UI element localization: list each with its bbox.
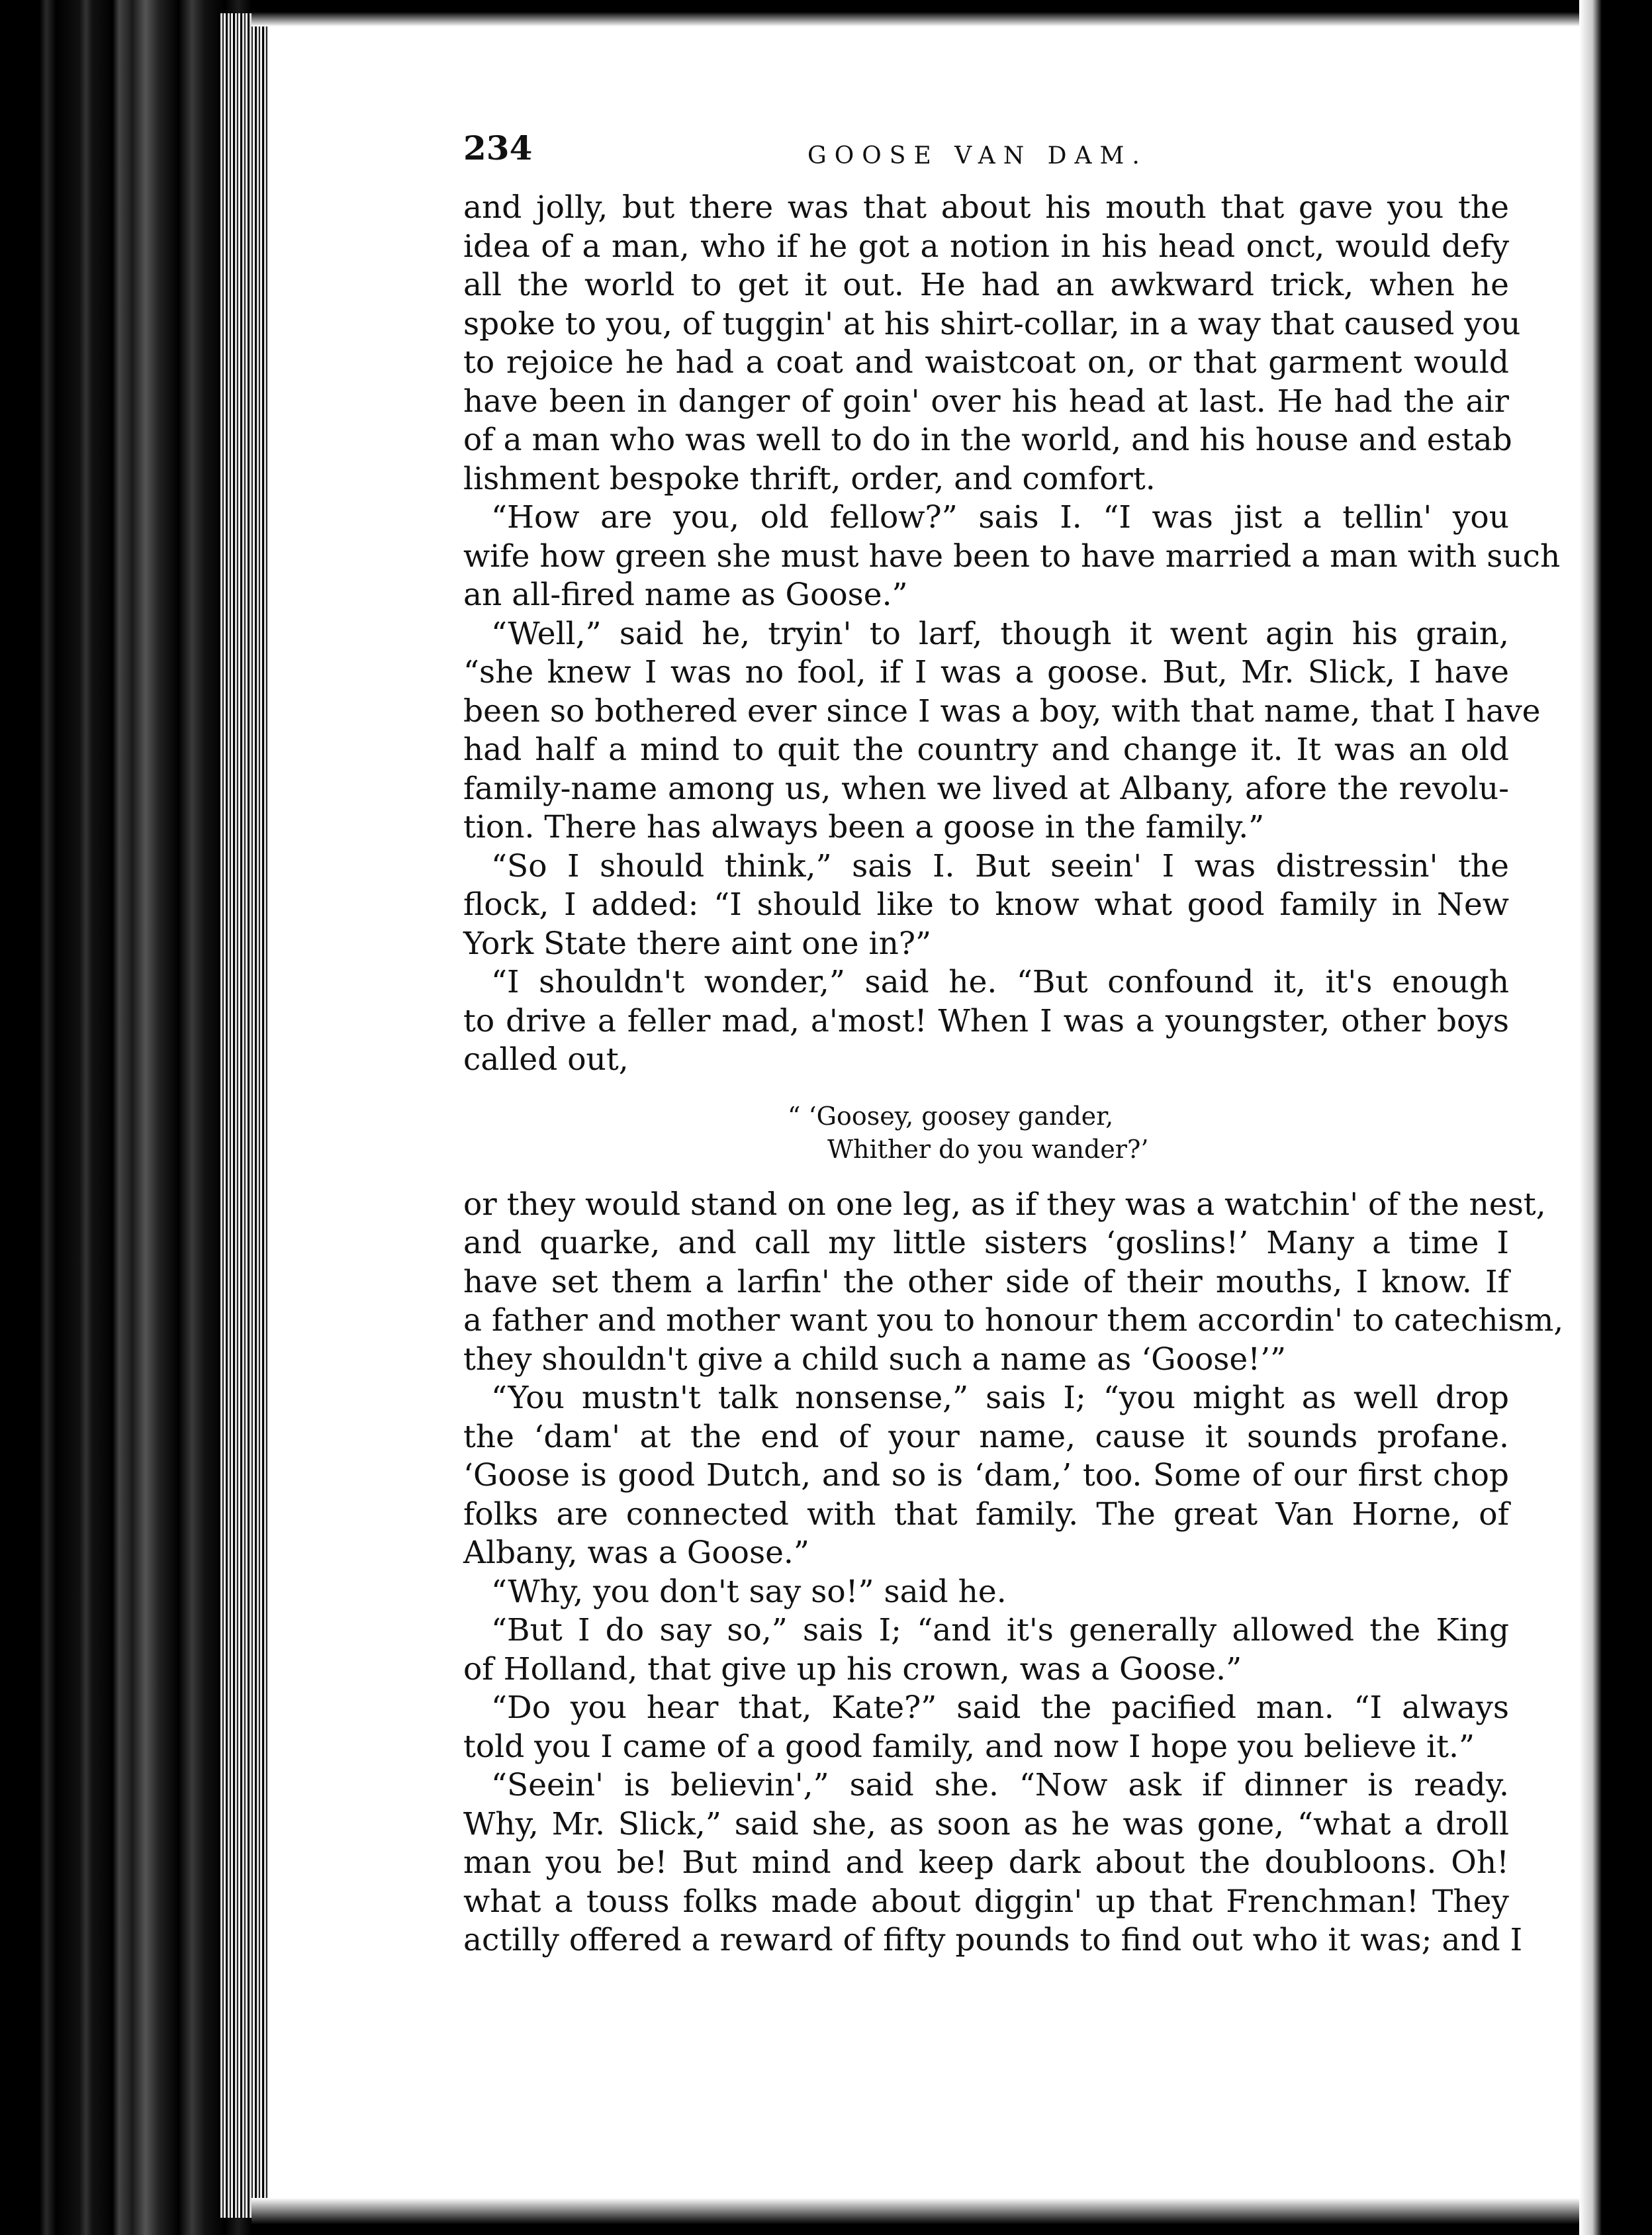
text-line: have set them a larfin' the other side of their mouths, I know. If [463,1263,1509,1300]
text-line: idea of a man, who if he got a notion in his head onct, would defy [463,228,1509,265]
text-line: lishment bespoke thrift, order, and comfort. [463,460,1156,497]
text-line: what a touss folks made about diggin' up that Frenchman! They [463,1883,1509,1920]
text-line: they shouldn't give a child such a name as ‘Goose!’” [463,1341,1287,1378]
text-line: and quarke, and call my little sisters ‘goslins!’ Many a time I [463,1225,1509,1261]
text-line: flock, I added: “I should like to know what good family in New [463,886,1509,923]
text-line: of a man who was well to do in the world, and his house and estab [463,422,1512,458]
top-scan-shadow [252,0,1652,26]
text-line: a father and mother want you to honour them accordin' to catechism, [463,1302,1564,1339]
text-line: called out, [463,1041,629,1078]
text-line: “Seein' is believin',” said she. “Now ask if dinner is ready. [491,1767,1509,1803]
bottom-scan-shadow [252,2198,1652,2235]
text-line: spoke to you, of tuggin' at his shirt-collar, in a way that caused you [463,305,1521,342]
text-line: all the world to get it out. He had an awkward trick, when he [463,267,1509,303]
text-line: “But I do say so,” sais I; “and it's generally allowed the King [491,1612,1509,1648]
text-line: “she knew I was no fool, if I was a goose. But, Mr. Slick, I have [463,654,1509,690]
text-line: family-name among us, when we lived at Albany, afore the revolu- [463,770,1509,807]
text-block-upper [463,189,1561,1080]
text-line: “How are you, old fellow?” sais I. “I was jist a tellin' you [491,499,1509,536]
text-line: to drive a feller mad, a'most! When I was a youngster, other boys [463,1002,1509,1039]
text-line: Why, Mr. Slick,” said she, as soon as he was gone, “what a droll [463,1805,1509,1842]
text-line: Albany, was a Goose.” [463,1535,809,1571]
verse-line-1: “ ‘Goosey, goosey gander, [788,1101,1114,1131]
text-line: an all-fired name as Goose.” [463,577,908,613]
text-line: folks are connected with that family. The great Van Horne, of [463,1496,1509,1533]
text-line: “Do you hear that, Kate?” said the pacified man. “I always [491,1689,1509,1726]
text-line: actilly offered a reward of fifty pounds to find out who it was; and I [463,1922,1523,1958]
text-line: of Holland, that give up his crown, was a Goose.” [463,1650,1242,1688]
running-head: GOOSE VAN DAM. [807,142,1148,169]
text-line: and jolly, but there was that about his mouth that gave you the [463,189,1509,226]
right-scan-shadow [1579,0,1652,2235]
text-line: ‘Goose is good Dutch, and so is ‘dam,’ too. Some of our first chop [463,1457,1509,1494]
text-line: “Why, you don't say so!” said he. [491,1573,1007,1610]
text-line: had half a mind to quit the country and change it. It was an old [463,732,1509,768]
text-line: “So I should think,” sais I. But seein' I was distressin' the [491,847,1509,884]
page-header [463,129,1509,182]
page-number: 234 [463,128,533,167]
text-line: been so bothered ever since I was a boy, with that name, that I have [463,692,1541,730]
text-line: to rejoice he had a coat and waistcoat on, or that garment would [463,344,1509,381]
page-edges [218,13,268,2218]
text-line: or they would stand on one leg, as if they was a watchin' of the nest, [463,1186,1546,1223]
text-line: have been in danger of goin' over his head at last. He had the air [463,383,1509,420]
text-line: the ‘dam' at the end of your name, cause it sounds profane. [463,1418,1509,1455]
text-line: “You mustn't talk nonsense,” sais I; “you might as well drop [491,1380,1509,1416]
text-line: York State there aint one in?” [463,925,932,962]
text-line: tion. There has always been a goose in the family.” [463,809,1265,845]
text-line: “I shouldn't wonder,” said he. “But confound it, it's enough [491,964,1509,1000]
verse-line-2: Whither do you wander?’ [827,1134,1149,1164]
text-line: wife how green she must have been to have married a man with such [463,538,1561,575]
text-block-lower [463,1186,1564,1960]
book-page [463,128,1564,1960]
text-line: “Well,” said he, tryin' to larf, though it went agin his grain, [491,615,1509,652]
text-line: man you be! But mind and keep dark about the doubloons. Oh! [463,1844,1509,1881]
verse-quote [463,1100,1509,1166]
text-line: told you I came of a good family, and now I hope you believe it.” [463,1728,1475,1765]
